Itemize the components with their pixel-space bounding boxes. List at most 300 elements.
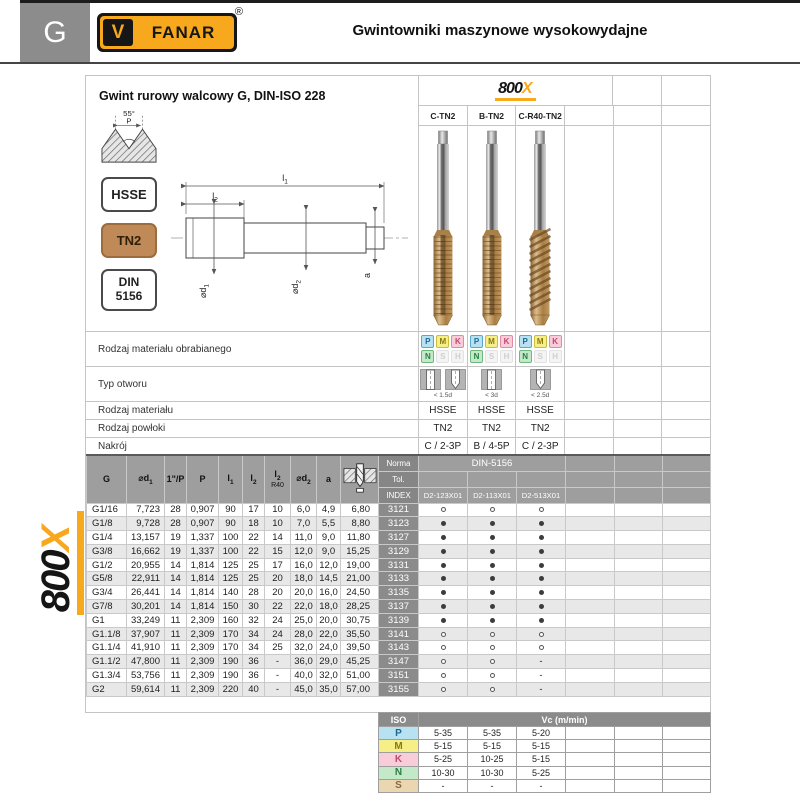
availability-cell: -	[517, 655, 566, 669]
brand-logo	[97, 6, 243, 52]
dim-d1: 59,614	[127, 682, 165, 696]
dim-l2: 34	[243, 641, 265, 655]
index-label: INDEX	[379, 487, 419, 503]
size-g: G1	[87, 613, 127, 627]
availability-dot-filled	[490, 563, 495, 568]
material-group-badge-s: S	[534, 350, 547, 363]
dim-drill: 28,25	[341, 600, 379, 614]
dim-d2: 25,0	[291, 613, 317, 627]
availability-cell	[419, 669, 468, 683]
dim-p: 2,309	[187, 613, 219, 627]
dim-l2r40: 14	[265, 531, 291, 545]
availability-cell	[419, 531, 468, 545]
dim-l1: 125	[219, 558, 243, 572]
hole-type-block	[467, 367, 516, 401]
variant-label: C-TN2	[430, 110, 456, 121]
col-header-l2r40: $l_2$ R40	[265, 455, 291, 503]
spec-row	[87, 572, 711, 586]
dim-tpi: 11	[165, 627, 187, 641]
availability-dot-filled	[539, 549, 544, 554]
dim-d1: 20,955	[127, 558, 165, 572]
availability-dot-open	[441, 507, 446, 512]
dim-d1: 47,800	[127, 655, 165, 669]
material-group-badge-s: S	[436, 350, 449, 363]
dim-a: 5,5	[317, 517, 341, 531]
dim-tpi: 28	[165, 503, 187, 517]
availability-dot-filled	[441, 521, 446, 526]
dim-a: 9,0	[317, 531, 341, 545]
material-group-badge-k: K	[549, 335, 562, 348]
dim-drill: 6,80	[341, 503, 379, 517]
availability-dot-filled	[539, 563, 544, 568]
dim-tpi: 28	[165, 517, 187, 531]
dim-d1: 37,907	[127, 627, 165, 641]
dim-l2: 34	[243, 627, 265, 641]
size-g: G1.1/2	[87, 655, 127, 669]
product-info-cell	[86, 76, 419, 331]
dim-l1: 90	[219, 517, 243, 531]
index-cell: 3123	[379, 517, 419, 531]
availability-cell	[517, 641, 566, 655]
dim-l2: 36	[243, 669, 265, 683]
tap-photo-cell	[515, 126, 564, 331]
spec-table	[86, 454, 711, 697]
availability-dot-open	[490, 632, 495, 637]
spec-row	[87, 669, 711, 683]
availability-cell	[468, 682, 517, 696]
availability-cell	[517, 600, 566, 614]
availability-dot-filled	[441, 563, 446, 568]
availability-cell	[419, 641, 468, 655]
top-rule	[20, 0, 800, 3]
hole-type-limit: < 3d	[485, 392, 498, 399]
spec-row	[87, 517, 711, 531]
dim-d1: 22,911	[127, 572, 165, 586]
dim-l2r40: 24	[265, 627, 291, 641]
hole-type-limit: < 1.5d	[433, 392, 452, 399]
dim-d1: 41,910	[127, 641, 165, 655]
availability-cell	[517, 503, 566, 517]
dim-l1: 170	[219, 641, 243, 655]
availability-cell	[468, 627, 517, 641]
dim-l2r40: 25	[265, 641, 291, 655]
dim-d1: 26,441	[127, 586, 165, 600]
variant-label: C-R40-TN2	[515, 106, 564, 125]
availability-cell	[468, 586, 517, 600]
dim-p: 2,309	[187, 641, 219, 655]
availability-cell	[468, 503, 517, 517]
svg-text:l1: $l_1$	[282, 173, 288, 186]
index-code: D2-513X01	[517, 487, 566, 503]
availability-dot-filled	[441, 535, 446, 540]
iso-label: ISO	[379, 713, 419, 727]
material-group-block	[467, 332, 516, 366]
norma-label: Norma	[379, 455, 419, 471]
dim-l1: 100	[219, 544, 243, 558]
availability-cell	[517, 613, 566, 627]
availability-dot-open	[539, 632, 544, 637]
availability-cell	[468, 600, 517, 614]
tap-photo-cell	[419, 126, 467, 331]
availability-dot-filled	[539, 521, 544, 526]
dim-drill: 11,80	[341, 531, 379, 545]
availability-dot-filled	[490, 604, 495, 609]
dim-l2: 22	[243, 544, 265, 558]
dimension-drawing	[166, 162, 414, 320]
availability-cell	[468, 669, 517, 683]
index-cell: 3131	[379, 558, 419, 572]
speed-row	[379, 753, 711, 766]
material-group-badge-h: H	[549, 350, 562, 363]
size-g: G3/4	[87, 586, 127, 600]
through-hole-icon	[481, 369, 502, 391]
availability-dot-open	[441, 645, 446, 650]
availability-cell	[468, 558, 517, 572]
dim-a: 12,0	[317, 558, 341, 572]
size-g: G1/16	[87, 503, 127, 517]
index-cell: 3127	[379, 531, 419, 545]
availability-dot-open	[441, 673, 446, 678]
availability-cell	[419, 600, 468, 614]
dim-tpi: 11	[165, 641, 187, 655]
index-code: D2-123X01	[419, 487, 468, 503]
dim-p: 2,309	[187, 669, 219, 683]
index-cell: 3151	[379, 669, 419, 683]
dim-drill: 15,25	[341, 544, 379, 558]
availability-cell	[517, 572, 566, 586]
material-group-badge-p: P	[421, 335, 434, 348]
dim-d2: 40,0	[291, 669, 317, 683]
index-cell: 3147	[379, 655, 419, 669]
dim-l2: 36	[243, 655, 265, 669]
col-header-drill-icon	[341, 455, 379, 503]
series-logo: 800X	[419, 76, 612, 105]
dim-tpi: 11	[165, 655, 187, 669]
availability-cell	[468, 517, 517, 531]
dim-l2: 30	[243, 600, 265, 614]
dim-p: 0,907	[187, 517, 219, 531]
availability-cell	[517, 627, 566, 641]
col-header-g: G	[87, 455, 127, 503]
dim-l2r40: -	[265, 682, 291, 696]
tap-photo-row	[419, 126, 710, 331]
size-g: G3/8	[87, 544, 127, 558]
dim-l2r40: -	[265, 655, 291, 669]
speed-value: 5-25	[419, 753, 468, 766]
dim-tpi: 14	[165, 586, 187, 600]
product-heading: Gwint rurowy walcowy G, DIN-ISO 228	[99, 89, 326, 103]
material-group-badge-p: P	[470, 335, 483, 348]
index-cell: 3143	[379, 641, 419, 655]
availability-cell	[468, 641, 517, 655]
col-header-d1: $⌀d_1$	[127, 455, 165, 503]
catalog-panel	[85, 75, 711, 713]
speed-row	[379, 740, 711, 753]
dim-p: 1,814	[187, 572, 219, 586]
spec-row	[87, 503, 711, 517]
speed-table	[378, 712, 711, 793]
availability-dot-open	[490, 507, 495, 512]
coating-row: Rodzaj powłoki TN2 TN2 TN2	[86, 419, 710, 437]
availability-dot-filled	[490, 590, 495, 595]
availability-dot-filled	[539, 618, 544, 623]
availability-dot-open	[539, 645, 544, 650]
dim-p: 1,814	[187, 586, 219, 600]
speed-value: 5-15	[517, 753, 566, 766]
series-logo-row	[419, 76, 710, 106]
dim-a: 22,0	[317, 627, 341, 641]
index-cell: 3137	[379, 600, 419, 614]
dim-l1: 125	[219, 572, 243, 586]
dim-d1: 7,723	[127, 503, 165, 517]
page-title: Gwintowniki maszynowe wysokowydajne	[352, 22, 648, 39]
speed-value: 5-35	[419, 727, 468, 740]
label-material: Rodzaj materiału	[86, 402, 419, 419]
label-coating: Rodzaj powłoki	[86, 420, 419, 437]
spec-row	[87, 586, 711, 600]
brand-name: FANAR	[151, 22, 216, 42]
material-group-badge-h: H	[451, 350, 464, 363]
dim-tpi: 14	[165, 558, 187, 572]
speed-value: 10-25	[468, 753, 517, 766]
dim-l2r40: 10	[265, 503, 291, 517]
availability-dot-open	[539, 507, 544, 512]
dim-d1: 33,249	[127, 613, 165, 627]
material-group-block	[515, 332, 564, 366]
material-group-badge-n: N	[421, 350, 434, 363]
availability-cell	[419, 586, 468, 600]
index-cell: 3141	[379, 627, 419, 641]
dim-p: 2,309	[187, 682, 219, 696]
svg-text:⌀d1: $⌀d_1$	[198, 283, 211, 298]
availability-cell	[468, 572, 517, 586]
availability-dot-open	[490, 687, 495, 692]
speed-row	[379, 779, 711, 792]
dim-l1: 170	[219, 627, 243, 641]
dim-l2: 40	[243, 682, 265, 696]
dim-a: 32,0	[317, 669, 341, 683]
dim-l2: 28	[243, 586, 265, 600]
speed-value: 5-25	[517, 766, 566, 779]
tap-photo-cell	[467, 126, 516, 331]
vc-label: Vc (m/min)	[419, 713, 711, 727]
hole-type-row	[86, 366, 710, 401]
dim-d2: 22,0	[291, 600, 317, 614]
availability-cell	[419, 572, 468, 586]
dim-d2: 45,0	[291, 682, 317, 696]
dim-p: 1,814	[187, 558, 219, 572]
availability-cell	[468, 613, 517, 627]
availability-dot-filled	[539, 590, 544, 595]
spec-row	[87, 558, 711, 572]
material-group-badge-m: M	[436, 335, 449, 348]
svg-text:P: P	[126, 116, 132, 126]
dim-drill: 21,00	[341, 572, 379, 586]
availability-cell	[517, 544, 566, 558]
dim-l1: 90	[219, 503, 243, 517]
workpiece-material-row	[86, 331, 710, 366]
dim-d2: 11,0	[291, 531, 317, 545]
speed-value: 5-20	[517, 727, 566, 740]
header-rule	[0, 62, 800, 64]
speed-value: 5-15	[468, 740, 517, 753]
material-group-badge-m: M	[485, 335, 498, 348]
hole-type-block	[419, 367, 467, 401]
dim-d1: 30,201	[127, 600, 165, 614]
size-g: G1/8	[87, 517, 127, 531]
dim-drill: 45,25	[341, 655, 379, 669]
availability-cell	[468, 531, 517, 545]
tool-material-row: Rodzaj materiału HSSE HSSE HSSE	[86, 401, 710, 419]
availability-dot-open	[441, 687, 446, 692]
dim-l1: 220	[219, 682, 243, 696]
dim-drill: 57,00	[341, 682, 379, 696]
index-cell: 3121	[379, 503, 419, 517]
material-group-badge-m: M	[534, 335, 547, 348]
variant-label: B-TN2	[467, 106, 516, 125]
size-g: G5/8	[87, 572, 127, 586]
material-group-badge-k: K	[500, 335, 513, 348]
material-group-badge-n: N	[470, 350, 483, 363]
dim-tpi: 11	[165, 613, 187, 627]
badge-din: DIN 5156	[101, 269, 157, 311]
speed-row	[379, 766, 711, 779]
availability-dot-filled	[490, 535, 495, 540]
material-group-badge-s: S	[485, 350, 498, 363]
tol-label: Tol.	[379, 471, 419, 487]
availability-dot-open	[441, 632, 446, 637]
spec-row	[87, 641, 711, 655]
tap-drill-icon	[343, 462, 377, 494]
availability-cell	[517, 586, 566, 600]
dim-l1: 190	[219, 655, 243, 669]
availability-cell	[419, 655, 468, 669]
dim-l2r40: 22	[265, 600, 291, 614]
tap-photo	[520, 130, 560, 326]
availability-cell	[419, 517, 468, 531]
availability-cell	[419, 503, 468, 517]
dim-drill: 24,50	[341, 586, 379, 600]
dim-d2: 36,0	[291, 655, 317, 669]
dim-a: 9,0	[317, 544, 341, 558]
dim-drill: 51,00	[341, 669, 379, 683]
availability-dot-filled	[490, 618, 495, 623]
availability-dot-filled	[441, 549, 446, 554]
spec-row	[87, 544, 711, 558]
spec-row	[87, 655, 711, 669]
speed-value: -	[419, 779, 468, 792]
dim-l1: 190	[219, 669, 243, 683]
dim-l1: 160	[219, 613, 243, 627]
chamfer-row: Nakrój C / 2-3P B / 4-5P C / 2-3P	[86, 437, 710, 454]
index-cell: 3155	[379, 682, 419, 696]
badge-tn2: TN2	[101, 223, 157, 258]
dim-a: 24,0	[317, 641, 341, 655]
svg-text:55°: 55°	[123, 110, 135, 118]
spec-row	[87, 627, 711, 641]
badge-hsse: HSSE	[101, 177, 157, 212]
speed-value: 5-15	[419, 740, 468, 753]
iso-group-cell-s: S	[379, 779, 419, 792]
availability-cell	[468, 655, 517, 669]
dim-a: 16,0	[317, 586, 341, 600]
col-header-a: a	[317, 455, 341, 503]
section-letter: G	[20, 3, 90, 62]
svg-text:⌀d2: $⌀d_2$	[290, 279, 303, 294]
label-material-groups: Rodzaj materiału obrabianego	[86, 332, 419, 366]
dim-d2: 7,0	[291, 517, 317, 531]
dim-l1: 150	[219, 600, 243, 614]
size-g: G7/8	[87, 600, 127, 614]
dim-d2: 16,0	[291, 558, 317, 572]
dim-p: 2,309	[187, 627, 219, 641]
availability-dot-filled	[490, 576, 495, 581]
dim-tpi: 11	[165, 669, 187, 683]
col-header-l2: $l_2$	[243, 455, 265, 503]
availability-dot-filled	[441, 604, 446, 609]
norma-value: DIN-5156	[419, 455, 566, 471]
size-g: G1.1/8	[87, 627, 127, 641]
blind-hole-icon	[445, 369, 466, 391]
spec-row	[87, 600, 711, 614]
availability-dot-open	[441, 659, 446, 664]
availability-cell	[419, 627, 468, 641]
svg-text:l2: $l_2$	[212, 191, 218, 204]
size-g: G2	[87, 682, 127, 696]
material-group-badge-h: H	[500, 350, 513, 363]
dim-tpi: 14	[165, 600, 187, 614]
through-hole-icon	[420, 369, 441, 391]
iso-group-cell-k: K	[379, 753, 419, 766]
availability-cell: -	[517, 682, 566, 696]
dim-l2r40: 20	[265, 586, 291, 600]
label-chamfer: Nakrój	[86, 438, 419, 454]
dim-d2: 6,0	[291, 503, 317, 517]
dim-a: 14,5	[317, 572, 341, 586]
availability-dot-open	[490, 673, 495, 678]
dim-d2: 18,0	[291, 572, 317, 586]
dim-d1: 13,157	[127, 531, 165, 545]
brand-v-icon: V	[103, 19, 133, 46]
dim-l2: 18	[243, 517, 265, 531]
index-cell: 3135	[379, 586, 419, 600]
availability-dot-filled	[441, 576, 446, 581]
series-logo-vertical: 800X	[30, 478, 84, 648]
iso-group-cell-m: M	[379, 740, 419, 753]
spec-row	[87, 613, 711, 627]
size-g: G1/4	[87, 531, 127, 545]
availability-dot-filled	[490, 549, 495, 554]
col-header-d2: $⌀d_2$	[291, 455, 317, 503]
dim-p: 0,907	[187, 503, 219, 517]
speed-value: 5-35	[468, 727, 517, 740]
availability-dot-filled	[539, 604, 544, 609]
dim-drill: 30,75	[341, 613, 379, 627]
dim-a: 35,0	[317, 682, 341, 696]
iso-group-cell-p: P	[379, 727, 419, 740]
dim-drill: 19,00	[341, 558, 379, 572]
dim-a: 29,0	[317, 655, 341, 669]
dim-l2r40: 20	[265, 572, 291, 586]
dim-tpi: 19	[165, 531, 187, 545]
speed-value: -	[468, 779, 517, 792]
speed-value: 10-30	[419, 766, 468, 779]
dim-l1: 140	[219, 586, 243, 600]
size-g: G1/2	[87, 558, 127, 572]
speed-value: 5-15	[517, 740, 566, 753]
availability-dot-filled	[490, 521, 495, 526]
availability-cell	[517, 531, 566, 545]
